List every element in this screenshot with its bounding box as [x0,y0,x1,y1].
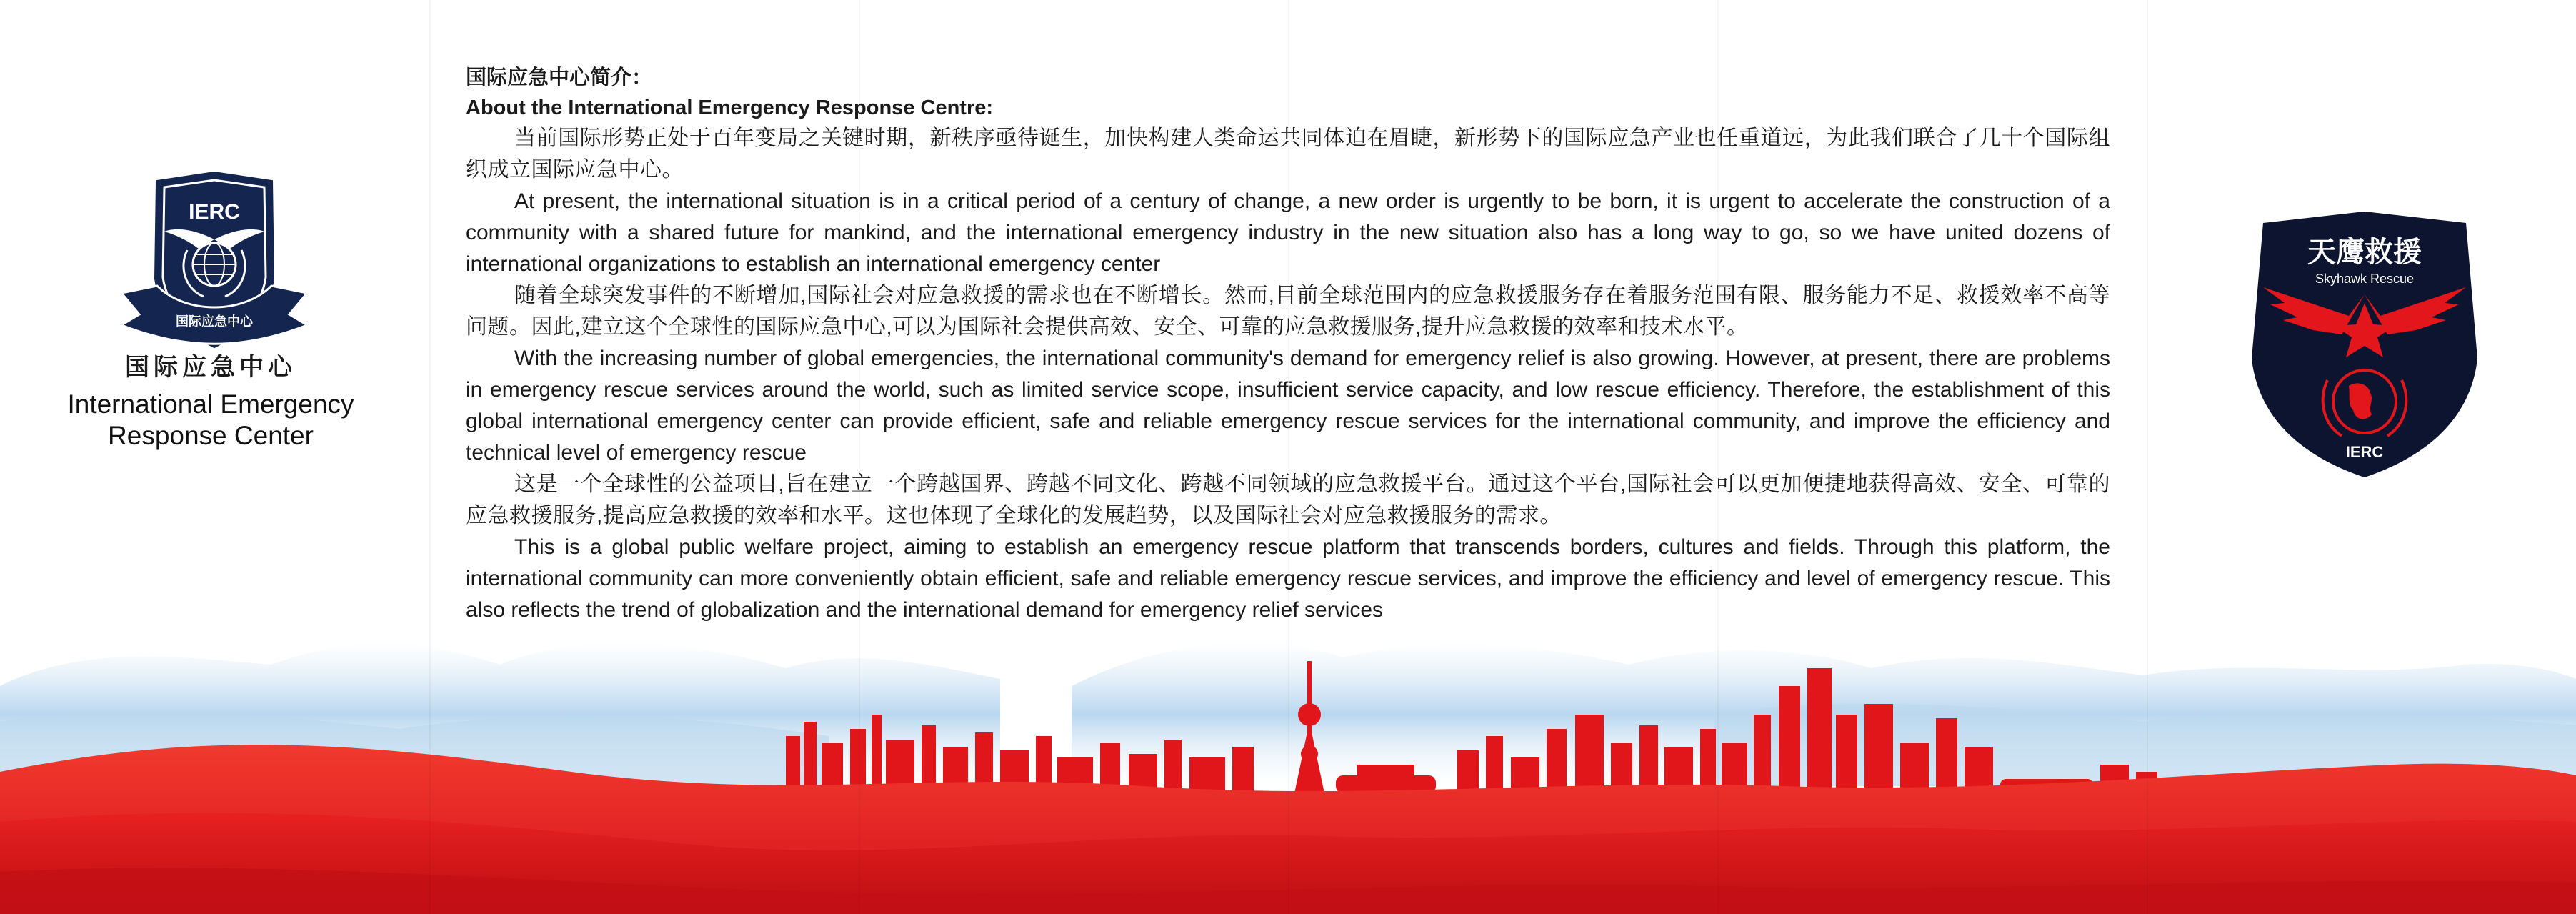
intro-paragraph-cn-2: 随着全球突发事件的不断增加,国际社会对应急救援的需求也在不断增长。然而,目前全球范围内的应急救援服务存在着服务范围有限、服务能力不足、救援效率不高等问题。因此,建立这个全球性的国际应急中心,可以为国际社会提供高效、安全、可靠的应急救援服务,提升应急救援的效率和技术水平。 [466,284,2110,339]
fold-line [429,0,431,914]
fold-line [2147,0,2148,914]
skyhawk-rescue-badge [2242,209,2487,480]
org-title-en-line1: International Emergency [67,389,354,419]
intro-heading-en: About the International Emergency Response Centre: [466,96,994,119]
intro-paragraph-en-2: With the increasing number of global emergencies, the international community's demand for emergency relief is also growing. However, at present, there are problems in emergency rescue services around the world, such as limited service scope, insufficient service capacity, and low rescue efficiency. Therefore, the establishment of this global international emergency center can provide efficient, safe and reliable emergency rescue services for the international community, and improve the efficiency and technical level of emergency rescue [466,347,2110,465]
intro-paragraph-en-1: At present, the international situation is in a critical period of a century of change, a new order is urgently to be born, it is urgent to accelerate the construction of a community with a shared future for mankind, and the international emergency industry in the new situation also has a long way to go, so we have united dozens of international organizations to establish an international emergency center [466,189,2110,276]
ierc-shield-logo [107,172,321,357]
intro-section [466,63,2110,626]
intro-paragraph-en-3: This is a global public welfare project, aiming to establish an emergency rescue platform that transcends borders, cultures and fields. Through this platform, the international community can more conveniently obtain efficient, safe and reliable emergency rescue services, and improve the efficiency and level of emergency rescue. This also reflects the trend of globalization and the international demand for emergency relief services [466,535,2110,622]
org-title-en-line2: Response Center [108,421,314,450]
badge-subtitle-en: Skyhawk Rescue [2315,272,2415,286]
badge-title-cn: 天鹰救援 [2307,236,2422,269]
logo-band-text: 国际应急中心 [176,314,253,329]
intro-paragraph-cn-3: 这是一个全球性的公益项目,旨在建立一个跨越国界、跨越不同文化、跨越不同领域的应急救援平台。通过这个平台,国际社会可以更加便捷地获得高效、安全、可靠的应急救援服务,提高应急救援的效率和水平。这也体现了全球化的发展趋势，以及国际社会对应急救援服务的需求。 [466,472,2110,527]
intro-heading-cn: 国际应急中心简介： [466,66,653,89]
badge-bottom-text: IERC [2345,443,2384,461]
org-title-en [0,389,421,452]
logo-text: IERC [189,200,240,224]
intro-paragraph-cn-1: 当前国际形势正处于百年变局之关键时期，新秩序亟待诞生，加快构建人类命运共同体迫在眉睫，新形势下的国际应急产业也任重道远，为此我们联合了几十个国际组织成立国际应急中心。 [466,126,2110,182]
org-title-cn: 国际应急中心 [125,354,296,381]
